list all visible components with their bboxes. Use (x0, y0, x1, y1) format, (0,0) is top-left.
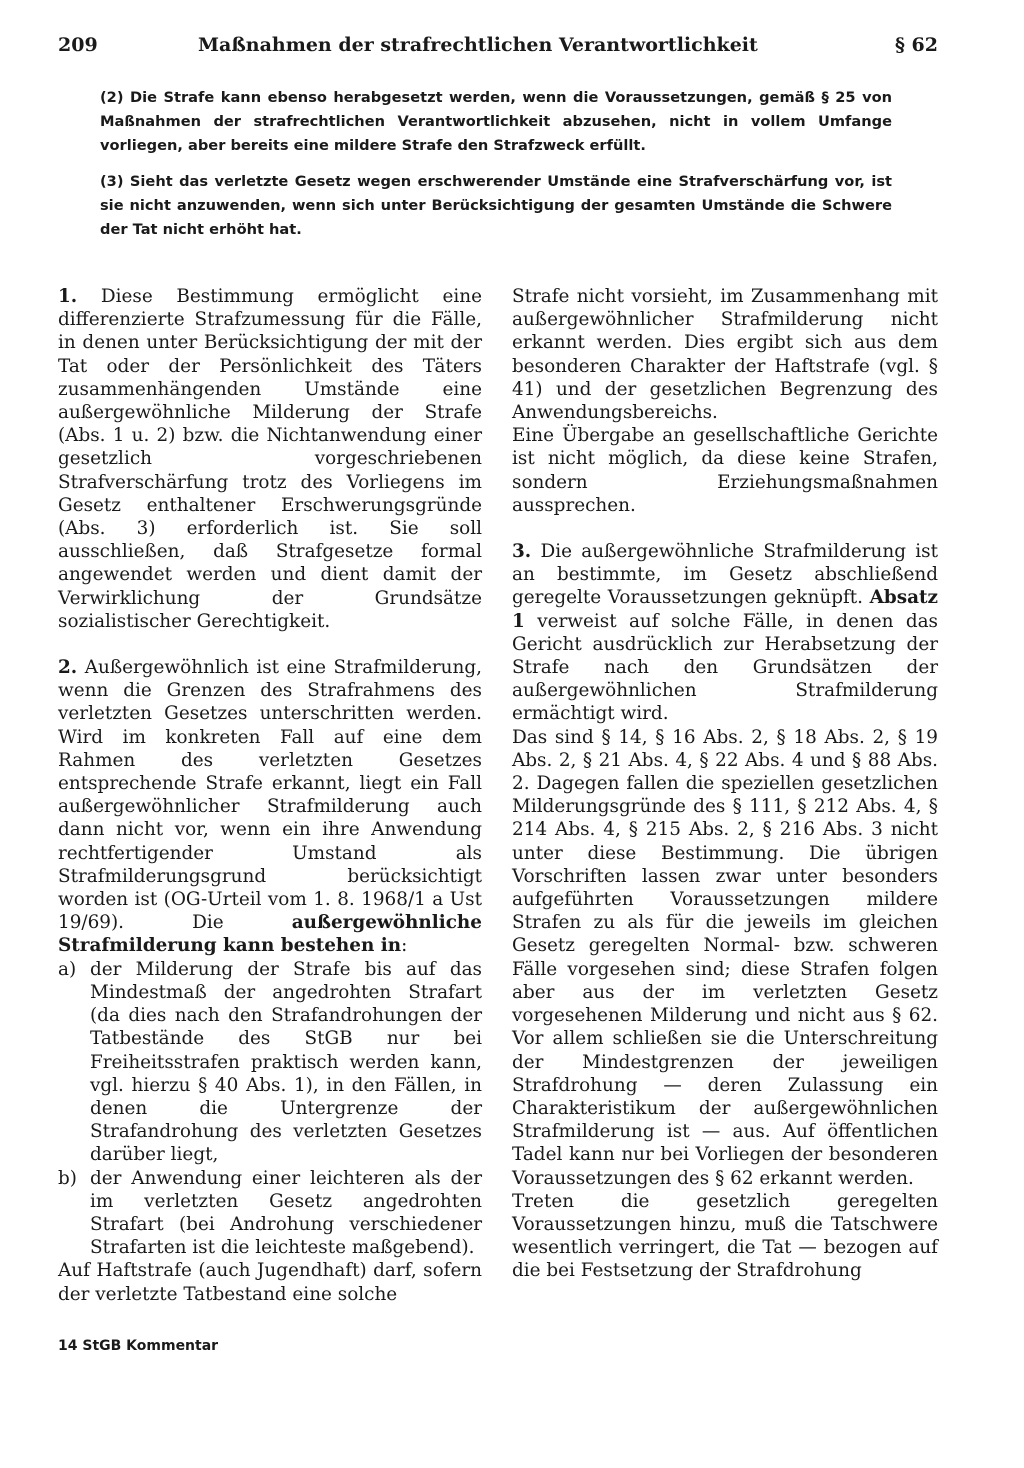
haft-paragraph-continued: Strafe nicht vorsieht, im Zusammenhang mit außergewöhnlicher Strafmilderung nicht erkannt werden. Dies ergibt sich aus dem besonderen Charakter der Haftstrafe (vgl. § 41) und der gesetzlichen Begrenzung des Anwendungsbereichs. (512, 286, 938, 424)
commentary-3-bold: Absatz 1 (512, 587, 938, 632)
left-column (58, 285, 482, 1306)
page-footer: 14 StGB Kommentar (58, 1338, 219, 1354)
law-text (100, 86, 892, 254)
list-item-b-text: der Anwendung einer leichteren als der im verletzten Gesetz angedrohten Strafart (bei Androhung verschiedener Strafarten ist die leichteste maßgebend). (90, 1167, 482, 1259)
commentary-1-text: Diese Bestimmung ermöglicht eine differenzierte Strafzumessung für die Fälle, in denen unter Berücksichtigung der mit der Tat oder der Persönlichkeit des Täters zusammenhängenden Umstände eine außergewöhnliche Milderung der Strafe (Abs. 1 u. 2) bzw. die Nichtanwendung einer gesetzlich vorgeschriebenen Strafverschärfung trotz des Vorliegens im Gesetz enthaltener Erschwerungsgründe (Abs. 3) erforderlich ist. Sie soll ausschließen, daß Strafgesetze formal angewendet werden und dient damit der Verwirklichung der Grundsätze sozialistischer Gerechtigkeit. (58, 286, 482, 632)
page-number: 209 (58, 34, 98, 56)
commentary-2 (58, 656, 482, 958)
law-paragraph-2: (2) Die Strafe kann ebenso herabgesetzt werden, wenn die Voraussetzungen, gemäß § 25 von Maßnahmen der strafrechtlichen Verantwortlichkeit abzusehen, nicht in vollem Umfange vorliegen, aber bereits eine mildere Strafe den Strafzweck erfüllt. (100, 89, 892, 154)
list-item-b (58, 1167, 482, 1260)
list-item-b-label: b) (58, 1167, 77, 1189)
treten-paragraph: Treten die gesetzlich geregelten Voraussetzungen hinzu, muß die Tatschwere wesentlich verringert, die Tat — bezogen auf die bei Festsetzung der Strafdrohung (512, 1190, 938, 1282)
commentary-2-text: Außergewöhnlich ist eine Strafmilderung, wenn die Grenzen des Strafrahmens des verletzten Gesetzes unterschritten werden. Wird im konkreten Fall auf eine dem Rahmen des verletzten Gesetzes entsprechende Strafe erkannt, liegt ein Fall außergewöhnlicher Strafmilderung auch dann nicht vor, wenn ein ihre Anwendung rechtfertigender Umstand als Strafmilderungsgrund berücksichtigt worden ist (OG-Urteil vom 1. 8. 1968/1 a Ust 19/69). Die (58, 657, 482, 934)
commentary-3-text-2: verweist auf solche Fälle, in denen das Gericht ausdrücklich zur Herabsetzung der Strafe nach den Grundsätzen der außergewöhnlichen Strafmilderung ermächtigt wird. (512, 610, 938, 725)
das-sind-paragraph: Das sind § 14, § 16 Abs. 2, § 18 Abs. 2, § 19 Abs. 2, § 21 Abs. 4, § 22 Abs. 4 und § 88 Abs. 2. Dagegen fallen die speziellen gesetzlichen Milderungsgründe des § 111, § 212 Abs. 4, § 214 Abs. 4, § 215 Abs. 2, § 216 Abs. 3 nicht unter diese Bestimmung. Die übrigen Vorschriften lassen zwar unter besonders aufgeführten Voraussetzungen mildere Strafen zu als für die jeweils im gleichen Gesetz geregelten Normal- bzw. schweren Fälle vorgesehen sind; diese Strafen folgen aber aus der im verletzten Gesetz vorgesehenen Milderung und nicht aus § 62. Vor allem schließen sie die Unterschreitung der Mindestgrenzen der jeweiligen Strafdrohung — deren Zulassung ein Charakteristikum der außergewöhnlichen Strafmilderung ist — aus. Auf öffentlichen Tadel kann nur bei Vorliegen der besonderen Voraussetzungen des § 62 erkannt werden. (512, 726, 938, 1189)
section-number: § 62 (895, 34, 938, 56)
right-column (512, 285, 938, 1283)
list-item-a-text: der Milderung der Strafe bis auf das Mindestmaß der angedrohten Strafart (da dies nach den Strafandrohungen der Tatbestände des StGB nur bei Freiheitsstrafen praktisch werden kann, vgl. hierzu § 40 Abs. 1), in den Fällen, in denen die Untergrenze der Strafandrohung des verletzten Gesetzes darüber liegt, (90, 958, 482, 1166)
commentary-2-colon: : (401, 935, 408, 957)
commentary-1-number: 1. (58, 286, 78, 307)
commentary-3 (512, 540, 938, 726)
list-item-a-label: a) (58, 958, 77, 980)
law-paragraph-3: (3) Sieht das verletzte Gesetz wegen erschwerender Umstände eine Strafverschärfung vor, ist sie nicht anzuwenden, wenn sich unter Berücksichtigung der gesamten Umstände die Schwere der Tat nicht erhöht hat. (100, 173, 892, 238)
uebergabe-paragraph: Eine Übergabe an gesellschaftliche Gerichte ist nicht möglich, da diese keine Strafen, sondern Erziehungsmaßnahmen aussprechen. (512, 425, 938, 516)
commentary-3-text: Die außergewöhnliche Strafmilderung ist an bestimmte, im Gesetz abschließend geregelte Voraussetzungen geknüpft. (512, 541, 938, 609)
commentary-2-number: 2. (58, 657, 78, 679)
commentary-2-bold: außergewöhnliche Strafmilderung kann bestehen in (58, 912, 482, 957)
header-title: Maßnahmen der strafrechtlichen Verantwortlichkeit (198, 34, 758, 56)
commentary-3-number: 3. (512, 541, 532, 563)
running-header (58, 34, 938, 64)
haft-paragraph: Auf Haftstrafe (auch Jugendhaft) darf, sofern der verletzte Tatbestand eine solche (58, 1260, 482, 1305)
commentary-1 (58, 285, 482, 633)
list-item-a (58, 958, 482, 1167)
